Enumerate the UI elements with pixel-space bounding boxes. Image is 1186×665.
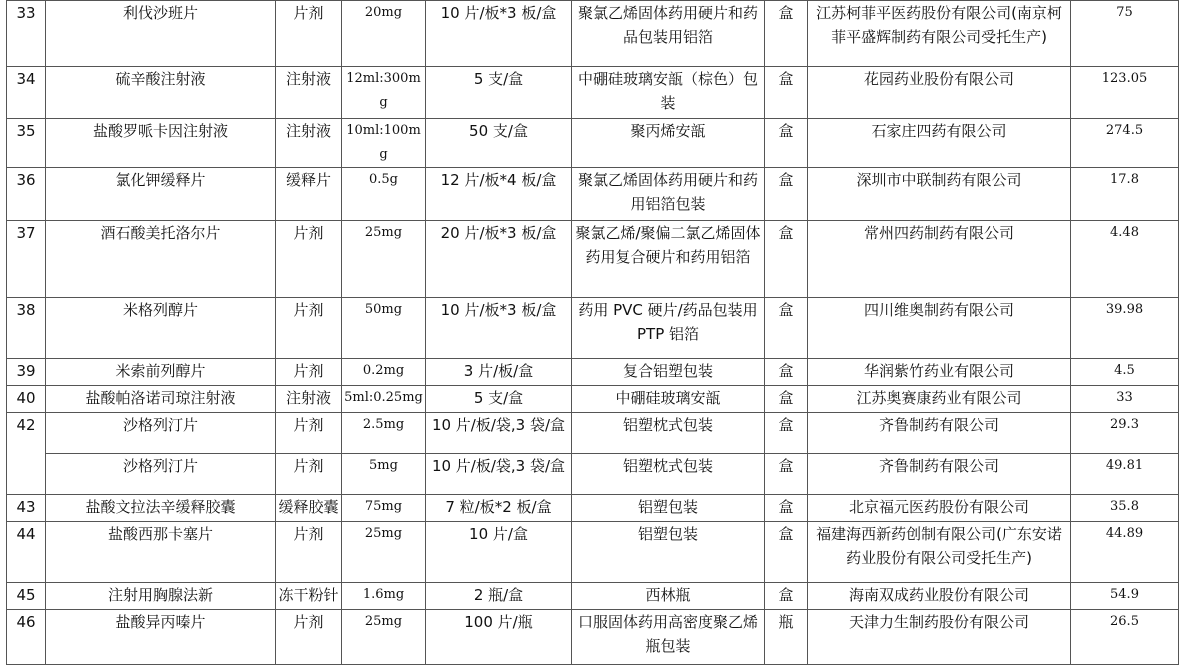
row-number: 44 [7, 522, 46, 583]
manufacturer: 江苏奥赛康药业有限公司 [808, 386, 1071, 413]
price: 26.5 [1071, 610, 1179, 665]
table-row [7, 1, 1179, 67]
specification: 0.2mg [342, 359, 426, 386]
packaging-material: 药用 PVC 硬片/药品包装用 PTP 铝箔 [572, 298, 765, 359]
packaging: 50 支/盒 [426, 119, 572, 168]
row-number: 35 [7, 119, 46, 168]
drug-name: 氯化钾缓释片 [46, 168, 276, 221]
row-number: 39 [7, 359, 46, 386]
row-number: 46 [7, 610, 46, 665]
drug-name: 沙格列汀片 [46, 454, 276, 495]
specification: 25mg [342, 522, 426, 583]
manufacturer: 华润紫竹药业有限公司 [808, 359, 1071, 386]
dosage-form: 注射液 [276, 119, 342, 168]
packaging-material: 铝塑枕式包装 [572, 413, 765, 454]
drug-name: 注射用胸腺法新 [46, 583, 276, 610]
packaging-material: 复合铝塑包装 [572, 359, 765, 386]
specification: 20mg [342, 1, 426, 67]
specification: 0.5g [342, 168, 426, 221]
drug-name: 盐酸异丙嗪片 [46, 610, 276, 665]
table-row [7, 168, 1179, 221]
packaging-material: 聚氯乙烯固体药用硬片和药用铝箔包装 [572, 168, 765, 221]
row-number: 43 [7, 495, 46, 522]
manufacturer: 北京福元医药股份有限公司 [808, 495, 1071, 522]
manufacturer: 深圳市中联制药有限公司 [808, 168, 1071, 221]
table-row [7, 454, 1179, 495]
drug-name: 沙格列汀片 [46, 413, 276, 454]
specification: 12ml:300mg [342, 67, 426, 119]
manufacturer: 四川维奥制药有限公司 [808, 298, 1071, 359]
packaging: 100 片/瓶 [426, 610, 572, 665]
drug-name: 盐酸西那卡塞片 [46, 522, 276, 583]
drug-name: 利伐沙班片 [46, 1, 276, 67]
packaging: 5 支/盒 [426, 67, 572, 119]
table-row [7, 495, 1179, 522]
table-row [7, 522, 1179, 583]
packaging: 20 片/板*3 板/盒 [426, 221, 572, 298]
row-number: 33 [7, 1, 46, 67]
dosage-form: 注射液 [276, 67, 342, 119]
price: 35.8 [1071, 495, 1179, 522]
unit: 盒 [765, 495, 808, 522]
price: 4.5 [1071, 359, 1179, 386]
unit: 盒 [765, 119, 808, 168]
dosage-form: 片剂 [276, 610, 342, 665]
dosage-form: 片剂 [276, 454, 342, 495]
row-number: 34 [7, 67, 46, 119]
table-row [7, 413, 1179, 454]
unit: 盒 [765, 168, 808, 221]
manufacturer: 福建海西新药创制有限公司(广东安诺药业股份有限公司受托生产) [808, 522, 1071, 583]
price: 33 [1071, 386, 1179, 413]
row-number: 42 [7, 413, 46, 495]
unit: 瓶 [765, 610, 808, 665]
dosage-form: 注射液 [276, 386, 342, 413]
row-number: 40 [7, 386, 46, 413]
drug-name: 盐酸帕洛诺司琼注射液 [46, 386, 276, 413]
unit: 盒 [765, 359, 808, 386]
row-number: 36 [7, 168, 46, 221]
row-number: 38 [7, 298, 46, 359]
packaging: 3 片/板/盒 [426, 359, 572, 386]
unit: 盒 [765, 221, 808, 298]
packaging-material: 聚氯乙烯固体药用硬片和药品包装用铝箔 [572, 1, 765, 67]
dosage-form: 片剂 [276, 1, 342, 67]
table-row [7, 119, 1179, 168]
table-row [7, 359, 1179, 386]
dosage-form: 缓释片 [276, 168, 342, 221]
manufacturer: 天津力生制药股份有限公司 [808, 610, 1071, 665]
packaging-material: 聚氯乙烯/聚偏二氯乙烯固体药用复合硬片和药用铝箔 [572, 221, 765, 298]
unit: 盒 [765, 522, 808, 583]
specification: 1.6mg [342, 583, 426, 610]
dosage-form: 片剂 [276, 413, 342, 454]
manufacturer: 常州四药制药有限公司 [808, 221, 1071, 298]
unit: 盒 [765, 583, 808, 610]
packaging: 10 片/盒 [426, 522, 572, 583]
dosage-form: 缓释胶囊 [276, 495, 342, 522]
price: 17.8 [1071, 168, 1179, 221]
specification: 5ml:0.25mg [342, 386, 426, 413]
unit: 盒 [765, 1, 808, 67]
specification: 5mg [342, 454, 426, 495]
dosage-form: 片剂 [276, 298, 342, 359]
packaging: 7 粒/板*2 板/盒 [426, 495, 572, 522]
manufacturer: 花园药业股份有限公司 [808, 67, 1071, 119]
manufacturer: 石家庄四药有限公司 [808, 119, 1071, 168]
price: 274.5 [1071, 119, 1179, 168]
specification: 10ml:100mg [342, 119, 426, 168]
drug-name: 米格列醇片 [46, 298, 276, 359]
packaging-material: 西林瓶 [572, 583, 765, 610]
unit: 盒 [765, 386, 808, 413]
table-row [7, 221, 1179, 298]
packaging: 5 支/盒 [426, 386, 572, 413]
packaging-material: 聚丙烯安瓿 [572, 119, 765, 168]
packaging-material: 中硼硅玻璃安瓿（棕色）包装 [572, 67, 765, 119]
specification: 2.5mg [342, 413, 426, 454]
price: 75 [1071, 1, 1179, 67]
drug-name: 盐酸文拉法辛缓释胶囊 [46, 495, 276, 522]
packaging-material: 铝塑包装 [572, 522, 765, 583]
manufacturer: 齐鲁制药有限公司 [808, 413, 1071, 454]
price: 29.3 [1071, 413, 1179, 454]
drug-name: 盐酸罗哌卡因注射液 [46, 119, 276, 168]
table-row [7, 583, 1179, 610]
packaging: 10 片/板*3 板/盒 [426, 1, 572, 67]
packaging-material: 中硼硅玻璃安瓿 [572, 386, 765, 413]
unit: 盒 [765, 67, 808, 119]
drug-name: 米索前列醇片 [46, 359, 276, 386]
drug-price-table [6, 0, 1179, 665]
dosage-form: 片剂 [276, 221, 342, 298]
dosage-form: 冻干粉针 [276, 583, 342, 610]
price: 49.81 [1071, 454, 1179, 495]
unit: 盒 [765, 298, 808, 359]
packaging-material: 铝塑枕式包装 [572, 454, 765, 495]
manufacturer: 江苏柯菲平医药股份有限公司(南京柯菲平盛辉制药有限公司受托生产) [808, 1, 1071, 67]
table-row [7, 298, 1179, 359]
price: 123.05 [1071, 67, 1179, 119]
drug-name: 酒石酸美托洛尔片 [46, 221, 276, 298]
price: 44.89 [1071, 522, 1179, 583]
table-row [7, 386, 1179, 413]
dosage-form: 片剂 [276, 359, 342, 386]
table-row [7, 67, 1179, 119]
manufacturer: 海南双成药业股份有限公司 [808, 583, 1071, 610]
packaging: 2 瓶/盒 [426, 583, 572, 610]
specification: 25mg [342, 610, 426, 665]
price: 39.98 [1071, 298, 1179, 359]
unit: 盒 [765, 413, 808, 454]
row-number: 45 [7, 583, 46, 610]
packaging: 10 片/板/袋,3 袋/盒 [426, 413, 572, 454]
row-number: 37 [7, 221, 46, 298]
specification: 25mg [342, 221, 426, 298]
packaging: 10 片/板/袋,3 袋/盒 [426, 454, 572, 495]
price: 54.9 [1071, 583, 1179, 610]
packaging: 12 片/板*4 板/盒 [426, 168, 572, 221]
packaging-material: 口服固体药用高密度聚乙烯瓶包装 [572, 610, 765, 665]
price: 4.48 [1071, 221, 1179, 298]
drug-name: 硫辛酸注射液 [46, 67, 276, 119]
packaging: 10 片/板*3 板/盒 [426, 298, 572, 359]
specification: 75mg [342, 495, 426, 522]
dosage-form: 片剂 [276, 522, 342, 583]
unit: 盒 [765, 454, 808, 495]
manufacturer: 齐鲁制药有限公司 [808, 454, 1071, 495]
specification: 50mg [342, 298, 426, 359]
table-row [7, 610, 1179, 665]
packaging-material: 铝塑包装 [572, 495, 765, 522]
